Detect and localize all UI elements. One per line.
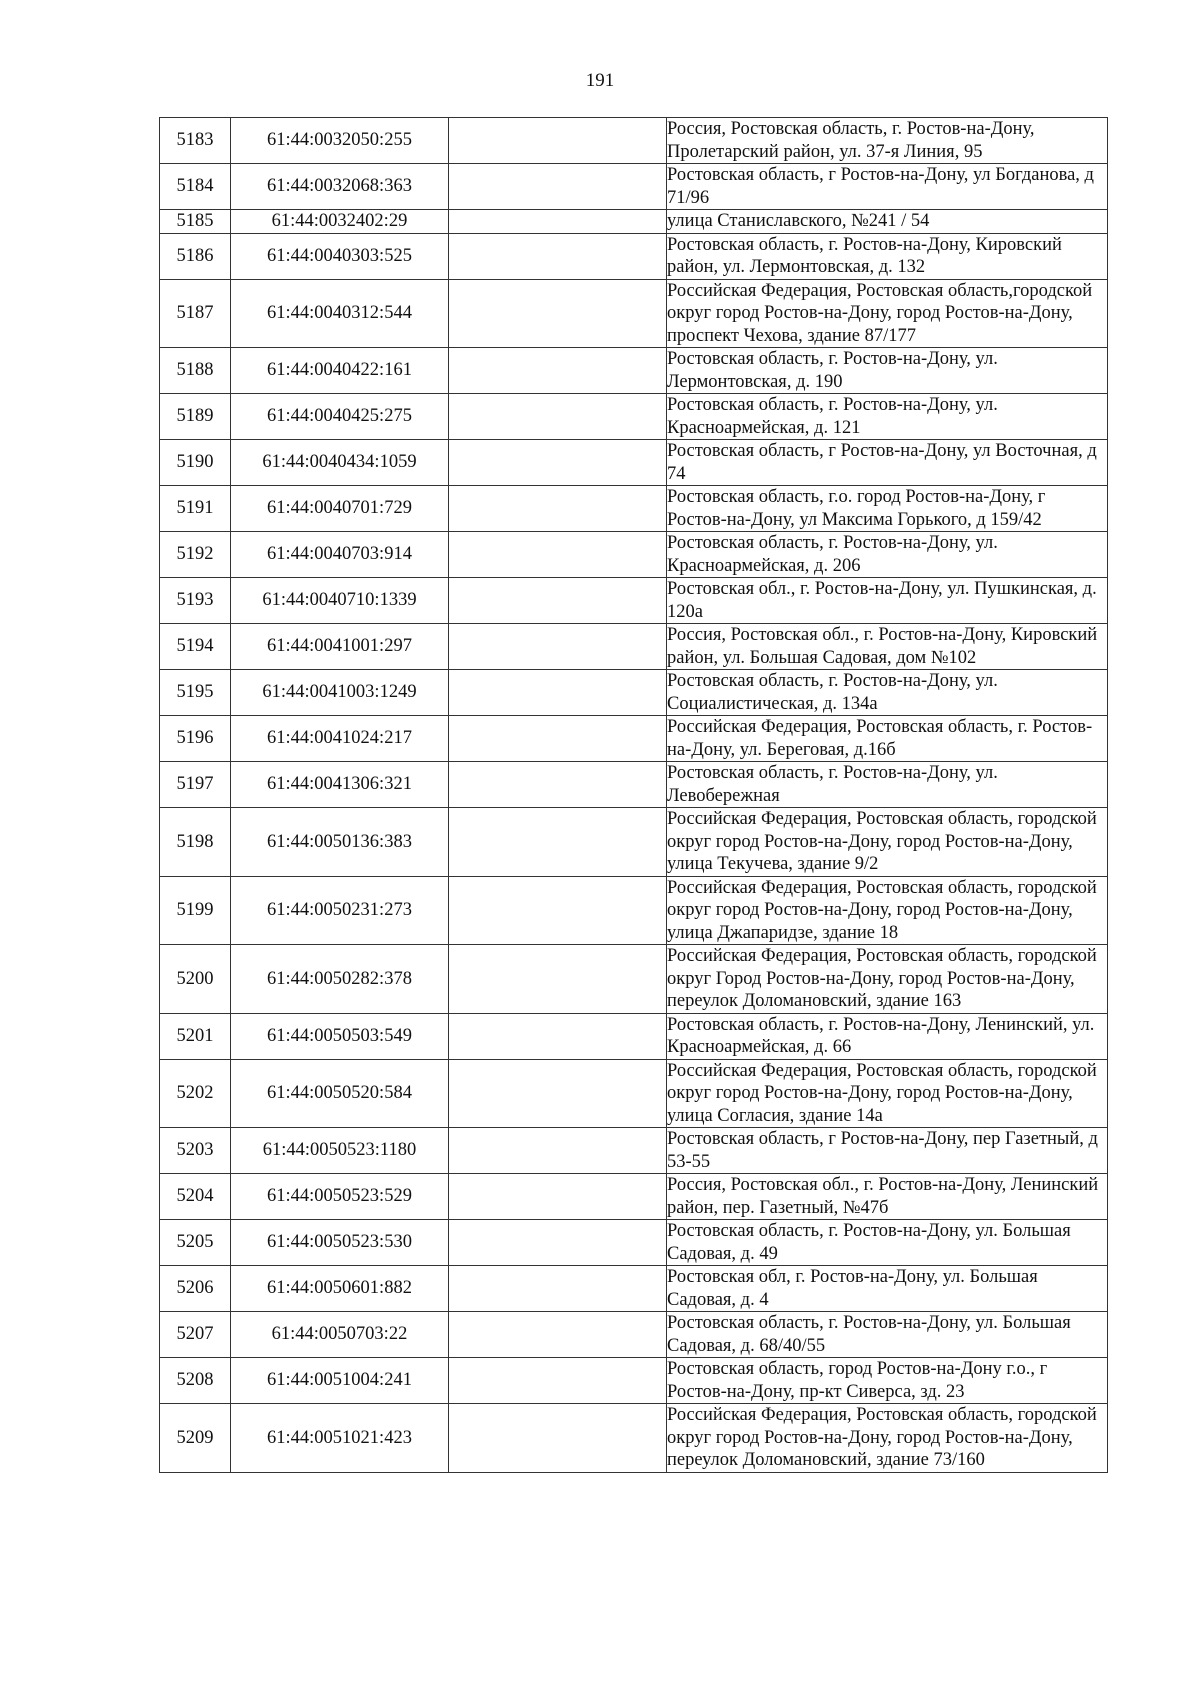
empty-column-cell — [449, 1013, 667, 1059]
address-cell: Ростовская область, г. Ростов-на-Дону, ул. Красноармейская, д. 206 — [667, 532, 1108, 578]
table-row — [160, 1059, 1108, 1128]
row-number-cell: 5183 — [160, 118, 231, 164]
cadastral-number-cell: 61:44:0041306:321 — [231, 762, 449, 808]
address-cell: Ростовская обл, г. Ростов-на-Дону, ул. Большая Садовая, д. 4 — [667, 1266, 1108, 1312]
address-cell: Ростовская область, г. Ростов-на-Дону, Ленинский, ул. Красноармейская, д. 66 — [667, 1013, 1108, 1059]
empty-column-cell — [449, 348, 667, 394]
address-cell: Ростовская область, г Ростов-на-Дону, пер Газетный, д 53-55 — [667, 1128, 1108, 1174]
row-number-cell: 5206 — [160, 1266, 231, 1312]
address-cell: Ростовская область, г. Ростов-на-Дону, ул. Большая Садовая, д. 49 — [667, 1220, 1108, 1266]
table-row — [160, 532, 1108, 578]
table-row — [160, 1174, 1108, 1220]
empty-column-cell — [449, 945, 667, 1014]
table-row — [160, 1128, 1108, 1174]
cadastral-number-cell: 61:44:0050136:383 — [231, 808, 449, 877]
cadastral-number-cell: 61:44:0040434:1059 — [231, 440, 449, 486]
cadastral-number-cell: 61:44:0040425:275 — [231, 394, 449, 440]
table-row — [160, 1404, 1108, 1473]
empty-column-cell — [449, 1266, 667, 1312]
cadastral-number-cell: 61:44:0040422:161 — [231, 348, 449, 394]
row-number-cell: 5193 — [160, 578, 231, 624]
cadastral-number-cell: 61:44:0040710:1339 — [231, 578, 449, 624]
empty-column-cell — [449, 876, 667, 945]
empty-column-cell — [449, 394, 667, 440]
cadastral-number-cell: 61:44:0032068:363 — [231, 164, 449, 210]
empty-column-cell — [449, 1059, 667, 1128]
cadastral-number-cell: 61:44:0050601:882 — [231, 1266, 449, 1312]
cadastral-number-cell: 61:44:0032402:29 — [231, 210, 449, 234]
table-row — [160, 210, 1108, 234]
row-number-cell: 5197 — [160, 762, 231, 808]
empty-column-cell — [449, 762, 667, 808]
table-row — [160, 233, 1108, 279]
row-number-cell: 5184 — [160, 164, 231, 210]
table-row — [160, 1358, 1108, 1404]
row-number-cell: 5200 — [160, 945, 231, 1014]
empty-column-cell — [449, 532, 667, 578]
empty-column-cell — [449, 1404, 667, 1473]
address-cell: Ростовская обл., г. Ростов-на-Дону, ул. Пушкинская, д. 120а — [667, 578, 1108, 624]
cadastral-number-cell: 61:44:0041024:217 — [231, 716, 449, 762]
table-row — [160, 1013, 1108, 1059]
row-number-cell: 5201 — [160, 1013, 231, 1059]
address-cell: Российская Федерация, Ростовская область, городской округ город Ростов-на-Дону, город Ростов-на-Дону, улица Джапаридзе, здание 18 — [667, 876, 1108, 945]
empty-column-cell — [449, 670, 667, 716]
row-number-cell: 5185 — [160, 210, 231, 234]
cadastral-number-cell: 61:44:0041003:1249 — [231, 670, 449, 716]
cadastral-number-cell: 61:44:0050703:22 — [231, 1312, 449, 1358]
cadastral-number-cell: 61:44:0040303:525 — [231, 233, 449, 279]
empty-column-cell — [449, 164, 667, 210]
cadastral-number-cell: 61:44:0040703:914 — [231, 532, 449, 578]
empty-column-cell — [449, 279, 667, 348]
empty-column-cell — [449, 1174, 667, 1220]
row-number-cell: 5207 — [160, 1312, 231, 1358]
cadastral-number-cell: 61:44:0050523:530 — [231, 1220, 449, 1266]
table-row — [160, 762, 1108, 808]
address-cell: Российская Федерация, Ростовская область, городской округ город Ростов-на-Дону, город Ростов-на-Дону, улица Согласия, здание 14а — [667, 1059, 1108, 1128]
address-cell: Ростовская область, г.о. город Ростов-на-Дону, г Ростов-на-Дону, ул Максима Горького, д 159/42 — [667, 486, 1108, 532]
cadastral-number-cell: 61:44:0051004:241 — [231, 1358, 449, 1404]
empty-column-cell — [449, 578, 667, 624]
row-number-cell: 5198 — [160, 808, 231, 877]
table-row — [160, 118, 1108, 164]
empty-column-cell — [449, 624, 667, 670]
page-number: 191 — [585, 70, 615, 91]
registry-table-body — [160, 118, 1108, 1473]
row-number-cell: 5190 — [160, 440, 231, 486]
table-row — [160, 279, 1108, 348]
table-row — [160, 716, 1108, 762]
table-row — [160, 945, 1108, 1014]
row-number-cell: 5196 — [160, 716, 231, 762]
address-cell: Ростовская область, г. Ростов-на-Дону, Кировский район, ул. Лермонтовская, д. 132 — [667, 233, 1108, 279]
row-number-cell: 5194 — [160, 624, 231, 670]
table-row — [160, 1266, 1108, 1312]
empty-column-cell — [449, 486, 667, 532]
row-number-cell: 5202 — [160, 1059, 231, 1128]
row-number-cell: 5191 — [160, 486, 231, 532]
address-cell: Российская Федерация, Ростовская область,городской округ город Ростов-на-Дону, город Ростов-на-Дону, проспект Чехова, здание 87/177 — [667, 279, 1108, 348]
table-row — [160, 164, 1108, 210]
table-row — [160, 578, 1108, 624]
address-cell: Россия, Ростовская обл., г. Ростов-на-Дону, Ленинский район, пер. Газетный, №47б — [667, 1174, 1108, 1220]
table-row — [160, 624, 1108, 670]
cadastral-number-cell: 61:44:0041001:297 — [231, 624, 449, 670]
row-number-cell: 5204 — [160, 1174, 231, 1220]
empty-column-cell — [449, 716, 667, 762]
table-row — [160, 348, 1108, 394]
table-row — [160, 1220, 1108, 1266]
table-row — [160, 808, 1108, 877]
address-cell: Ростовская область, г. Ростов-на-Дону, ул. Лермонтовская, д. 190 — [667, 348, 1108, 394]
table-row — [160, 394, 1108, 440]
empty-column-cell — [449, 233, 667, 279]
cadastral-number-cell: 61:44:0050282:378 — [231, 945, 449, 1014]
empty-column-cell — [449, 1128, 667, 1174]
row-number-cell: 5208 — [160, 1358, 231, 1404]
table-row — [160, 670, 1108, 716]
empty-column-cell — [449, 1358, 667, 1404]
cadastral-number-cell: 61:44:0050503:549 — [231, 1013, 449, 1059]
registry-table — [159, 117, 1108, 1473]
address-cell: Россия, Ростовская область, г. Ростов-на-Дону, Пролетарский район, ул. 37-я Линия, 95 — [667, 118, 1108, 164]
address-cell: Российская Федерация, Ростовская область, г. Ростов-на-Дону, ул. Береговая, д.16б — [667, 716, 1108, 762]
cadastral-number-cell: 61:44:0051021:423 — [231, 1404, 449, 1473]
address-cell: Ростовская область, г. Ростов-на-Дону, ул. Красноармейская, д. 121 — [667, 394, 1108, 440]
address-cell: Ростовская область, г Ростов-на-Дону, ул Богданова, д 71/96 — [667, 164, 1108, 210]
row-number-cell: 5203 — [160, 1128, 231, 1174]
table-row — [160, 1312, 1108, 1358]
row-number-cell: 5189 — [160, 394, 231, 440]
empty-column-cell — [449, 1312, 667, 1358]
address-cell: Ростовская область, г Ростов-на-Дону, ул Восточная, д 74 — [667, 440, 1108, 486]
address-cell: улица Станиславского, №241 / 54 — [667, 210, 1108, 234]
cadastral-number-cell: 61:44:0040312:544 — [231, 279, 449, 348]
row-number-cell: 5192 — [160, 532, 231, 578]
address-cell: Ростовская область, город Ростов-на-Дону г.о., г Ростов-на-Дону, пр-кт Сиверса, зд. 23 — [667, 1358, 1108, 1404]
empty-column-cell — [449, 808, 667, 877]
row-number-cell: 5209 — [160, 1404, 231, 1473]
empty-column-cell — [449, 1220, 667, 1266]
address-cell: Россия, Ростовская обл., г. Ростов-на-Дону, Кировский район, ул. Большая Садовая, дом №102 — [667, 624, 1108, 670]
table-row — [160, 440, 1108, 486]
row-number-cell: 5205 — [160, 1220, 231, 1266]
row-number-cell: 5199 — [160, 876, 231, 945]
cadastral-number-cell: 61:44:0050520:584 — [231, 1059, 449, 1128]
row-number-cell: 5195 — [160, 670, 231, 716]
table-row — [160, 876, 1108, 945]
cadastral-number-cell: 61:44:0050231:273 — [231, 876, 449, 945]
row-number-cell: 5188 — [160, 348, 231, 394]
empty-column-cell — [449, 210, 667, 234]
address-cell: Российская Федерация, Ростовская область, городской округ город Ростов-на-Дону, город Ростов-на-Дону, улица Текучева, здание 9/2 — [667, 808, 1108, 877]
empty-column-cell — [449, 440, 667, 486]
address-cell: Ростовская область, г. Ростов-на-Дону, ул. Социалистическая, д. 134а — [667, 670, 1108, 716]
address-cell: Российская Федерация, Ростовская область, городской округ Город Ростов-на-Дону, город Ростов-на-Дону, переулок Доломановский, здание 163 — [667, 945, 1108, 1014]
cadastral-number-cell: 61:44:0050523:529 — [231, 1174, 449, 1220]
cadastral-number-cell: 61:44:0050523:1180 — [231, 1128, 449, 1174]
address-cell: Российская Федерация, Ростовская область, городской округ город Ростов-на-Дону, город Ростов-на-Дону, переулок Доломановский, здание 73/160 — [667, 1404, 1108, 1473]
row-number-cell: 5187 — [160, 279, 231, 348]
address-cell: Ростовская область, г. Ростов-на-Дону, ул. Большая Садовая, д. 68/40/55 — [667, 1312, 1108, 1358]
empty-column-cell — [449, 118, 667, 164]
address-cell: Ростовская область, г. Ростов-на-Дону, ул. Левобережная — [667, 762, 1108, 808]
row-number-cell: 5186 — [160, 233, 231, 279]
cadastral-number-cell: 61:44:0032050:255 — [231, 118, 449, 164]
table-row — [160, 486, 1108, 532]
cadastral-number-cell: 61:44:0040701:729 — [231, 486, 449, 532]
